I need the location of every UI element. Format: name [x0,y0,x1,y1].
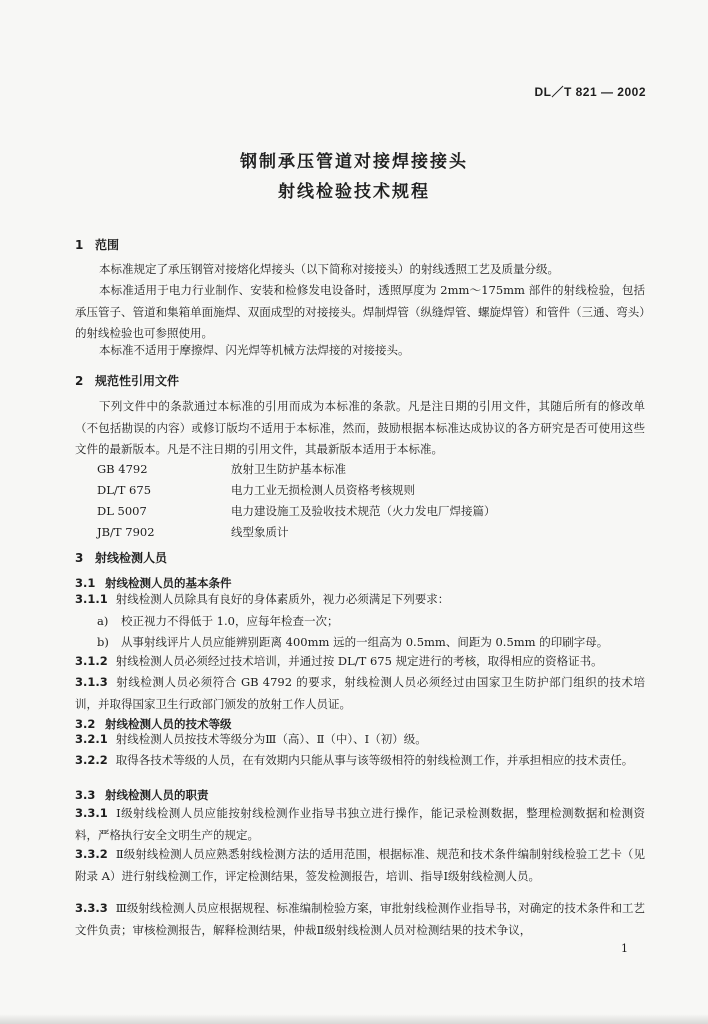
clause-text: 射线检测人员除具有良好的身体素质外，视力必须满足下列要求： [115,592,450,606]
reference-code: GB 4792 [97,462,148,476]
clause-text: 射线检测人员按技术等级分为Ⅲ（高）、Ⅱ（中）、Ⅰ（初）级。 [115,732,427,746]
list-item-label: a) [97,614,109,628]
clause-number: 3.2.1 [75,732,108,746]
clause-text: Ⅰ级射线检测人员应能按射线检测作业指导书独立进行操作，能记录检测数据，整理检测数据和检测资料，严格执行安全文明生产的规定。 [75,806,645,842]
section-number: 1 [75,238,84,252]
clause-number: 3.1.3 [75,675,108,689]
reference-name: 电力建设施工及验收技术规范（火力发电厂焊接篇） [231,504,496,518]
list-item-label: b) [97,635,109,649]
subsection-number: 3.2 [75,717,96,731]
page-number: 1 [621,942,628,955]
clause-text: 射线检测人员必须经过技术培训，并通过按 DL/T 675 规定进行的考核，取得相应的资格证书。 [115,654,603,668]
scan-edge-shadow [0,1014,708,1024]
clause-3-1-1 [75,589,645,611]
section-3-heading [75,549,167,566]
document-title-line1: 钢制承压管道对接焊接接头 [240,152,468,172]
reference-name: 放射卫生防护基本标准 [231,462,346,476]
clause-number: 3.2.2 [75,753,108,767]
clause-number: 3.3.3 [75,901,108,915]
list-item-text: 从事射线评片人员应能辨别距离 400mm 远的一组高为 0.5mm、间距为 0.5mm 的印刷字母。 [121,635,609,649]
reference-code: JB/T 7902 [97,525,155,539]
clause-3-1-3 [75,672,645,715]
clause-number: 3.3.2 [75,847,108,861]
section-2-paragraph-1: 下列文件中的条款通过本标准的引用而成为本标准的条款。凡是注日期的引用文件，其随后所有的修改单（不包括勘误的内容）或修订版均不适用于本标准，然而，鼓励根据本标准达成协议的各方研究是否可使用这些文件的最新版本。凡是不注日期的引用文件，其最新版本适用于本标准。 [75,399,645,456]
reference-row [97,503,496,519]
subsection-title: 射线检测人员的基本条件 [105,576,232,590]
section-title: 规范性引用文件 [95,374,180,388]
section-1-paragraph-3: 本标准不适用于摩擦焊、闪光焊等机械方法焊接的对接接头。 [99,343,410,357]
section-title: 范围 [95,238,120,252]
list-item-text: 校正视力不得低于 1.0，应每年检查一次； [121,614,339,628]
section-number: 3 [75,551,84,565]
document-title-line2: 射线检验技术规程 [278,182,430,202]
clause-number: 3.3.1 [75,806,108,820]
reference-name: 电力工业无损检测人员资格考核规则 [231,483,415,497]
reference-code: DL 5007 [97,504,147,518]
clause-text: 取得各技术等级的人员，在有效期内只能从事与该等级相符的射线检测工作，并承担相应的技术责任。 [115,753,634,767]
section-1-paragraph-1: 本标准规定了承压钢管对接熔化焊接头（以下简称对接接头）的射线透照工艺及质量分级。 [99,262,559,276]
reference-row [97,524,289,540]
reference-row [97,461,346,477]
clause-3-1-2 [75,651,645,673]
subsection-title: 射线检测人员的职责 [105,788,209,802]
clause-text: Ⅲ级射线检测人员应根据规程、标准编制检验方案，审批射线检测作业指导书，对确定的技术条件和工艺文件负责；审核检测报告，解释检测结果，仲裁Ⅱ级射线检测人员对检测结果的技术争议， [75,901,645,937]
clause-3-2-1 [75,729,645,751]
reference-row [97,482,415,498]
section-title: 射线检测人员 [95,551,168,565]
list-item [97,634,608,650]
standard-code: DL／T 821 — 2002 [534,85,646,99]
clause-3-3-3 [75,898,645,941]
section-1-paragraph-2: 本标准适用于电力行业制作、安装和检修发电设备时，透照厚度为 2mm～175mm 部件的射线检验，包括承压管子、管道和集箱单面施焊、双面成型的对接接头。焊制焊管（纵缝焊管、螺旋焊管）和管件（三通、弯头）的射线检验也可参照使用。 [75,283,645,340]
clause-number: 3.1.1 [75,592,108,606]
section-2-heading [75,372,179,389]
clause-text: Ⅱ级射线检测人员应熟悉射线检测方法的适用范围，根据标准、规范和技术条件编制射线检验工艺卡（见附录 A）进行射线检测工作，评定检测结果，签发检测报告，培训、指导Ⅰ级射线检测人员。 [75,847,645,883]
section-1-heading [75,236,119,253]
clause-3-2-2 [75,750,645,772]
subsection-3-3-heading [75,787,209,803]
clause-3-3-1 [75,803,645,846]
reference-code: DL/T 675 [97,483,152,497]
section-number: 2 [75,374,84,388]
list-item [97,613,338,629]
clause-number: 3.1.2 [75,654,108,668]
subsection-number: 3.1 [75,576,96,590]
clause-3-3-2 [75,844,645,887]
subsection-title: 射线检测人员的技术等级 [105,717,232,731]
subsection-number: 3.3 [75,788,96,802]
reference-name: 线型象质计 [231,525,289,539]
clause-text: 射线检测人员必须符合 GB 4792 的要求，射线检测人员必须经过由国家卫生防护部门组织的技术培训，并取得国家卫生行政部门颁发的放射工作人员证。 [75,675,645,711]
